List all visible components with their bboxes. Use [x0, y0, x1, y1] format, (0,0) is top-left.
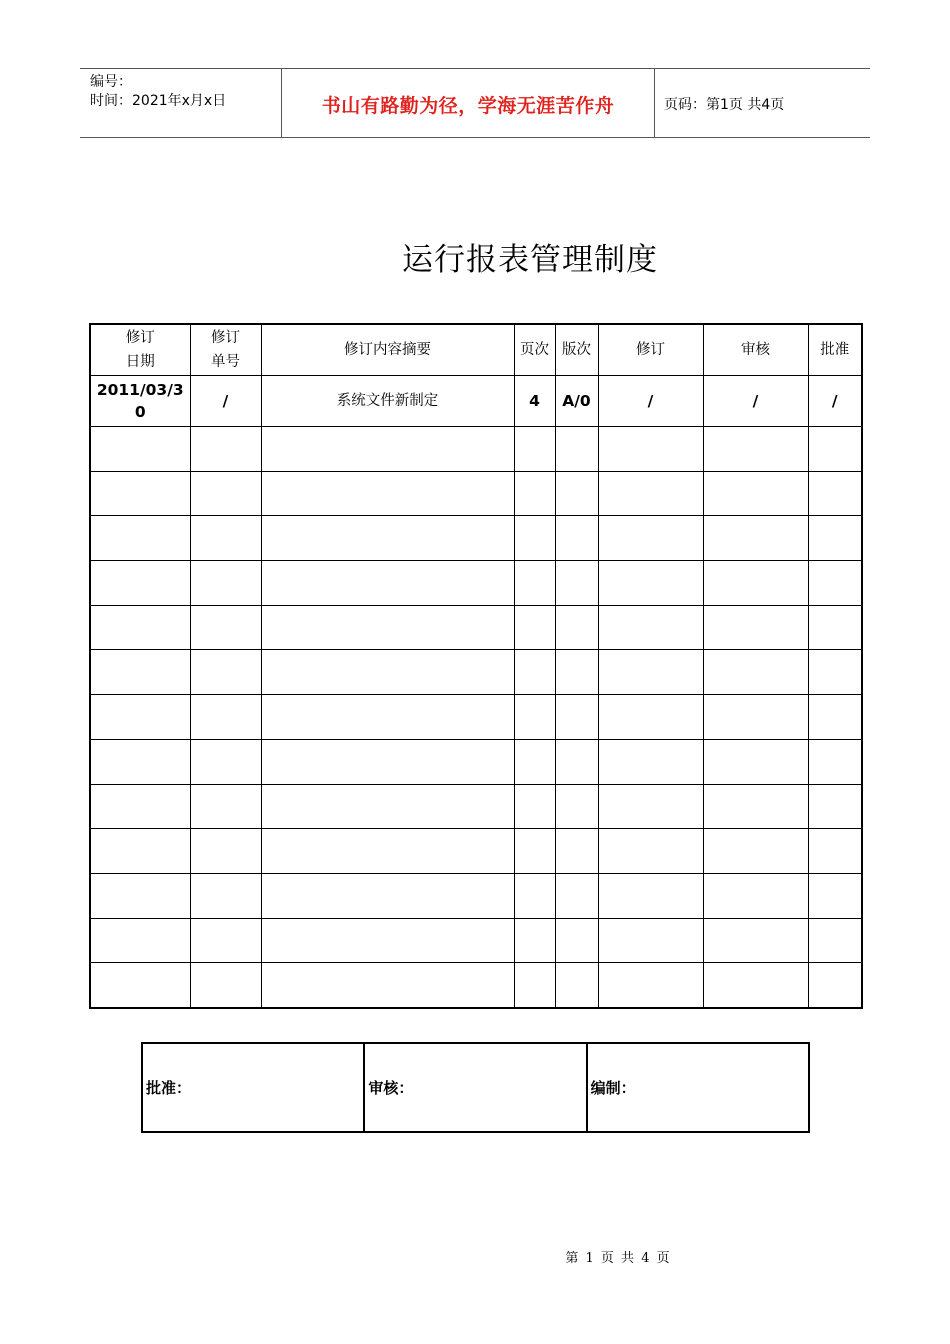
- empty-cell: [261, 561, 514, 606]
- empty-cell: [598, 605, 703, 650]
- empty-cell: [190, 829, 261, 874]
- empty-cell: [808, 561, 862, 606]
- empty-cell: [90, 739, 190, 784]
- empty-cell: [703, 695, 808, 740]
- empty-cell: [261, 650, 514, 695]
- revision-table: [89, 323, 863, 1009]
- empty-cell: [703, 427, 808, 472]
- document-number-label: 编号：: [90, 74, 132, 90]
- table-row-empty: [90, 963, 862, 1008]
- empty-cell: [598, 695, 703, 740]
- header-review: 审核: [703, 324, 808, 376]
- empty-cell: [90, 784, 190, 829]
- empty-cell: [598, 650, 703, 695]
- empty-cell: [190, 873, 261, 918]
- header-revision-order: 修订 单号: [190, 324, 261, 376]
- page-header: [80, 68, 870, 138]
- empty-cell: [555, 605, 598, 650]
- empty-cell: [808, 516, 862, 561]
- empty-cell: [90, 963, 190, 1008]
- header-page-info: 页码：第1页 共4页: [664, 97, 785, 113]
- table-row-empty: [90, 471, 862, 516]
- header-pages: 页次: [514, 324, 555, 376]
- empty-cell: [514, 739, 555, 784]
- empty-cell: [555, 739, 598, 784]
- empty-cell: [808, 471, 862, 516]
- revision-table-header: [90, 324, 862, 376]
- empty-cell: [261, 918, 514, 963]
- empty-cell: [808, 695, 862, 740]
- empty-cell: [555, 784, 598, 829]
- empty-cell: [514, 516, 555, 561]
- empty-cell: [90, 561, 190, 606]
- header-summary: 修订内容摘要: [261, 324, 514, 376]
- empty-cell: [808, 739, 862, 784]
- empty-cell: [598, 784, 703, 829]
- header-revision-date: 修订 日期: [90, 324, 190, 376]
- empty-cell: [190, 427, 261, 472]
- empty-cell: [555, 516, 598, 561]
- empty-cell: [598, 918, 703, 963]
- header-approve: 批准: [808, 324, 862, 376]
- header-revise: 修订: [598, 324, 703, 376]
- empty-cell: [598, 427, 703, 472]
- empty-cell: [703, 516, 808, 561]
- table-row-empty: [90, 605, 862, 650]
- empty-cell: [190, 516, 261, 561]
- empty-cell: [261, 873, 514, 918]
- empty-cell: [598, 963, 703, 1008]
- table-row-empty: [90, 784, 862, 829]
- table-row-empty: [90, 918, 862, 963]
- empty-cell: [514, 471, 555, 516]
- empty-cell: [514, 829, 555, 874]
- empty-cell: [190, 918, 261, 963]
- empty-rows: [90, 427, 862, 1008]
- empty-cell: [514, 918, 555, 963]
- empty-cell: [514, 650, 555, 695]
- empty-cell: [190, 650, 261, 695]
- page-footer: 第 1 页 共 4 页: [565, 1251, 670, 1266]
- empty-cell: [555, 561, 598, 606]
- empty-cell: [555, 471, 598, 516]
- table-row-empty: [90, 516, 862, 561]
- table-row: [90, 376, 862, 427]
- empty-cell: [703, 784, 808, 829]
- empty-cell: [808, 873, 862, 918]
- empty-cell: [190, 605, 261, 650]
- empty-cell: [703, 739, 808, 784]
- table-row-empty: [90, 561, 862, 606]
- empty-cell: [555, 650, 598, 695]
- review-signature-field[interactable]: 审核：: [364, 1043, 586, 1132]
- empty-cell: [555, 963, 598, 1008]
- empty-cell: [90, 605, 190, 650]
- table-row-empty: [90, 695, 862, 740]
- empty-cell: [261, 963, 514, 1008]
- table-row-empty: [90, 739, 862, 784]
- empty-cell: [190, 784, 261, 829]
- empty-cell: [90, 695, 190, 740]
- cell-pages: 4: [514, 376, 555, 427]
- header-divider: [654, 69, 655, 137]
- empty-cell: [261, 427, 514, 472]
- document-title: 运行报表管理制度: [402, 242, 658, 278]
- cell-summary: 系统文件新制定: [261, 376, 514, 427]
- empty-cell: [808, 784, 862, 829]
- empty-cell: [808, 829, 862, 874]
- empty-cell: [190, 561, 261, 606]
- header-meta: [90, 73, 226, 111]
- cell-revise: /: [598, 376, 703, 427]
- cell-review: /: [703, 376, 808, 427]
- empty-cell: [261, 695, 514, 740]
- empty-cell: [90, 918, 190, 963]
- empty-cell: [598, 829, 703, 874]
- empty-cell: [90, 650, 190, 695]
- empty-cell: [190, 471, 261, 516]
- cell-version: A/0: [555, 376, 598, 427]
- empty-cell: [514, 561, 555, 606]
- empty-cell: [261, 829, 514, 874]
- empty-cell: [190, 739, 261, 784]
- empty-cell: [598, 873, 703, 918]
- empty-cell: [703, 963, 808, 1008]
- table-row-empty: [90, 873, 862, 918]
- empty-cell: [598, 739, 703, 784]
- empty-cell: [598, 561, 703, 606]
- empty-cell: [514, 873, 555, 918]
- empty-cell: [261, 516, 514, 561]
- empty-cell: [703, 918, 808, 963]
- empty-cell: [808, 963, 862, 1008]
- empty-cell: [598, 516, 703, 561]
- empty-cell: [808, 650, 862, 695]
- empty-cell: [703, 650, 808, 695]
- empty-cell: [261, 605, 514, 650]
- empty-cell: [514, 695, 555, 740]
- empty-cell: [598, 471, 703, 516]
- empty-cell: [261, 471, 514, 516]
- empty-cell: [555, 829, 598, 874]
- empty-cell: [261, 739, 514, 784]
- prepare-signature-field[interactable]: 编制：: [587, 1043, 809, 1132]
- empty-cell: [555, 695, 598, 740]
- empty-cell: [90, 516, 190, 561]
- empty-cell: [514, 605, 555, 650]
- cell-order: /: [190, 376, 261, 427]
- header-version: 版次: [555, 324, 598, 376]
- cell-date: 2011/03/3 0: [90, 376, 190, 427]
- empty-cell: [514, 963, 555, 1008]
- empty-cell: [514, 427, 555, 472]
- empty-cell: [808, 427, 862, 472]
- table-row-empty: [90, 650, 862, 695]
- empty-cell: [514, 784, 555, 829]
- empty-cell: [703, 873, 808, 918]
- empty-cell: [190, 695, 261, 740]
- cell-approve: /: [808, 376, 862, 427]
- empty-cell: [90, 829, 190, 874]
- empty-cell: [703, 561, 808, 606]
- empty-cell: [90, 873, 190, 918]
- empty-cell: [555, 427, 598, 472]
- empty-cell: [90, 471, 190, 516]
- empty-cell: [555, 873, 598, 918]
- empty-cell: [808, 605, 862, 650]
- empty-cell: [703, 829, 808, 874]
- approve-signature-field[interactable]: 批准：: [142, 1043, 364, 1132]
- table-row-empty: [90, 829, 862, 874]
- header-motto: 书山有路勤为径，学海无涯苦作舟: [321, 95, 615, 117]
- empty-cell: [808, 918, 862, 963]
- empty-cell: [90, 427, 190, 472]
- empty-cell: [703, 471, 808, 516]
- empty-cell: [261, 784, 514, 829]
- empty-cell: [703, 605, 808, 650]
- signature-table: [141, 1042, 810, 1133]
- empty-cell: [190, 963, 261, 1008]
- document-time-label: 时间：2021年x月x日: [90, 93, 227, 109]
- table-row-empty: [90, 427, 862, 472]
- empty-cell: [555, 918, 598, 963]
